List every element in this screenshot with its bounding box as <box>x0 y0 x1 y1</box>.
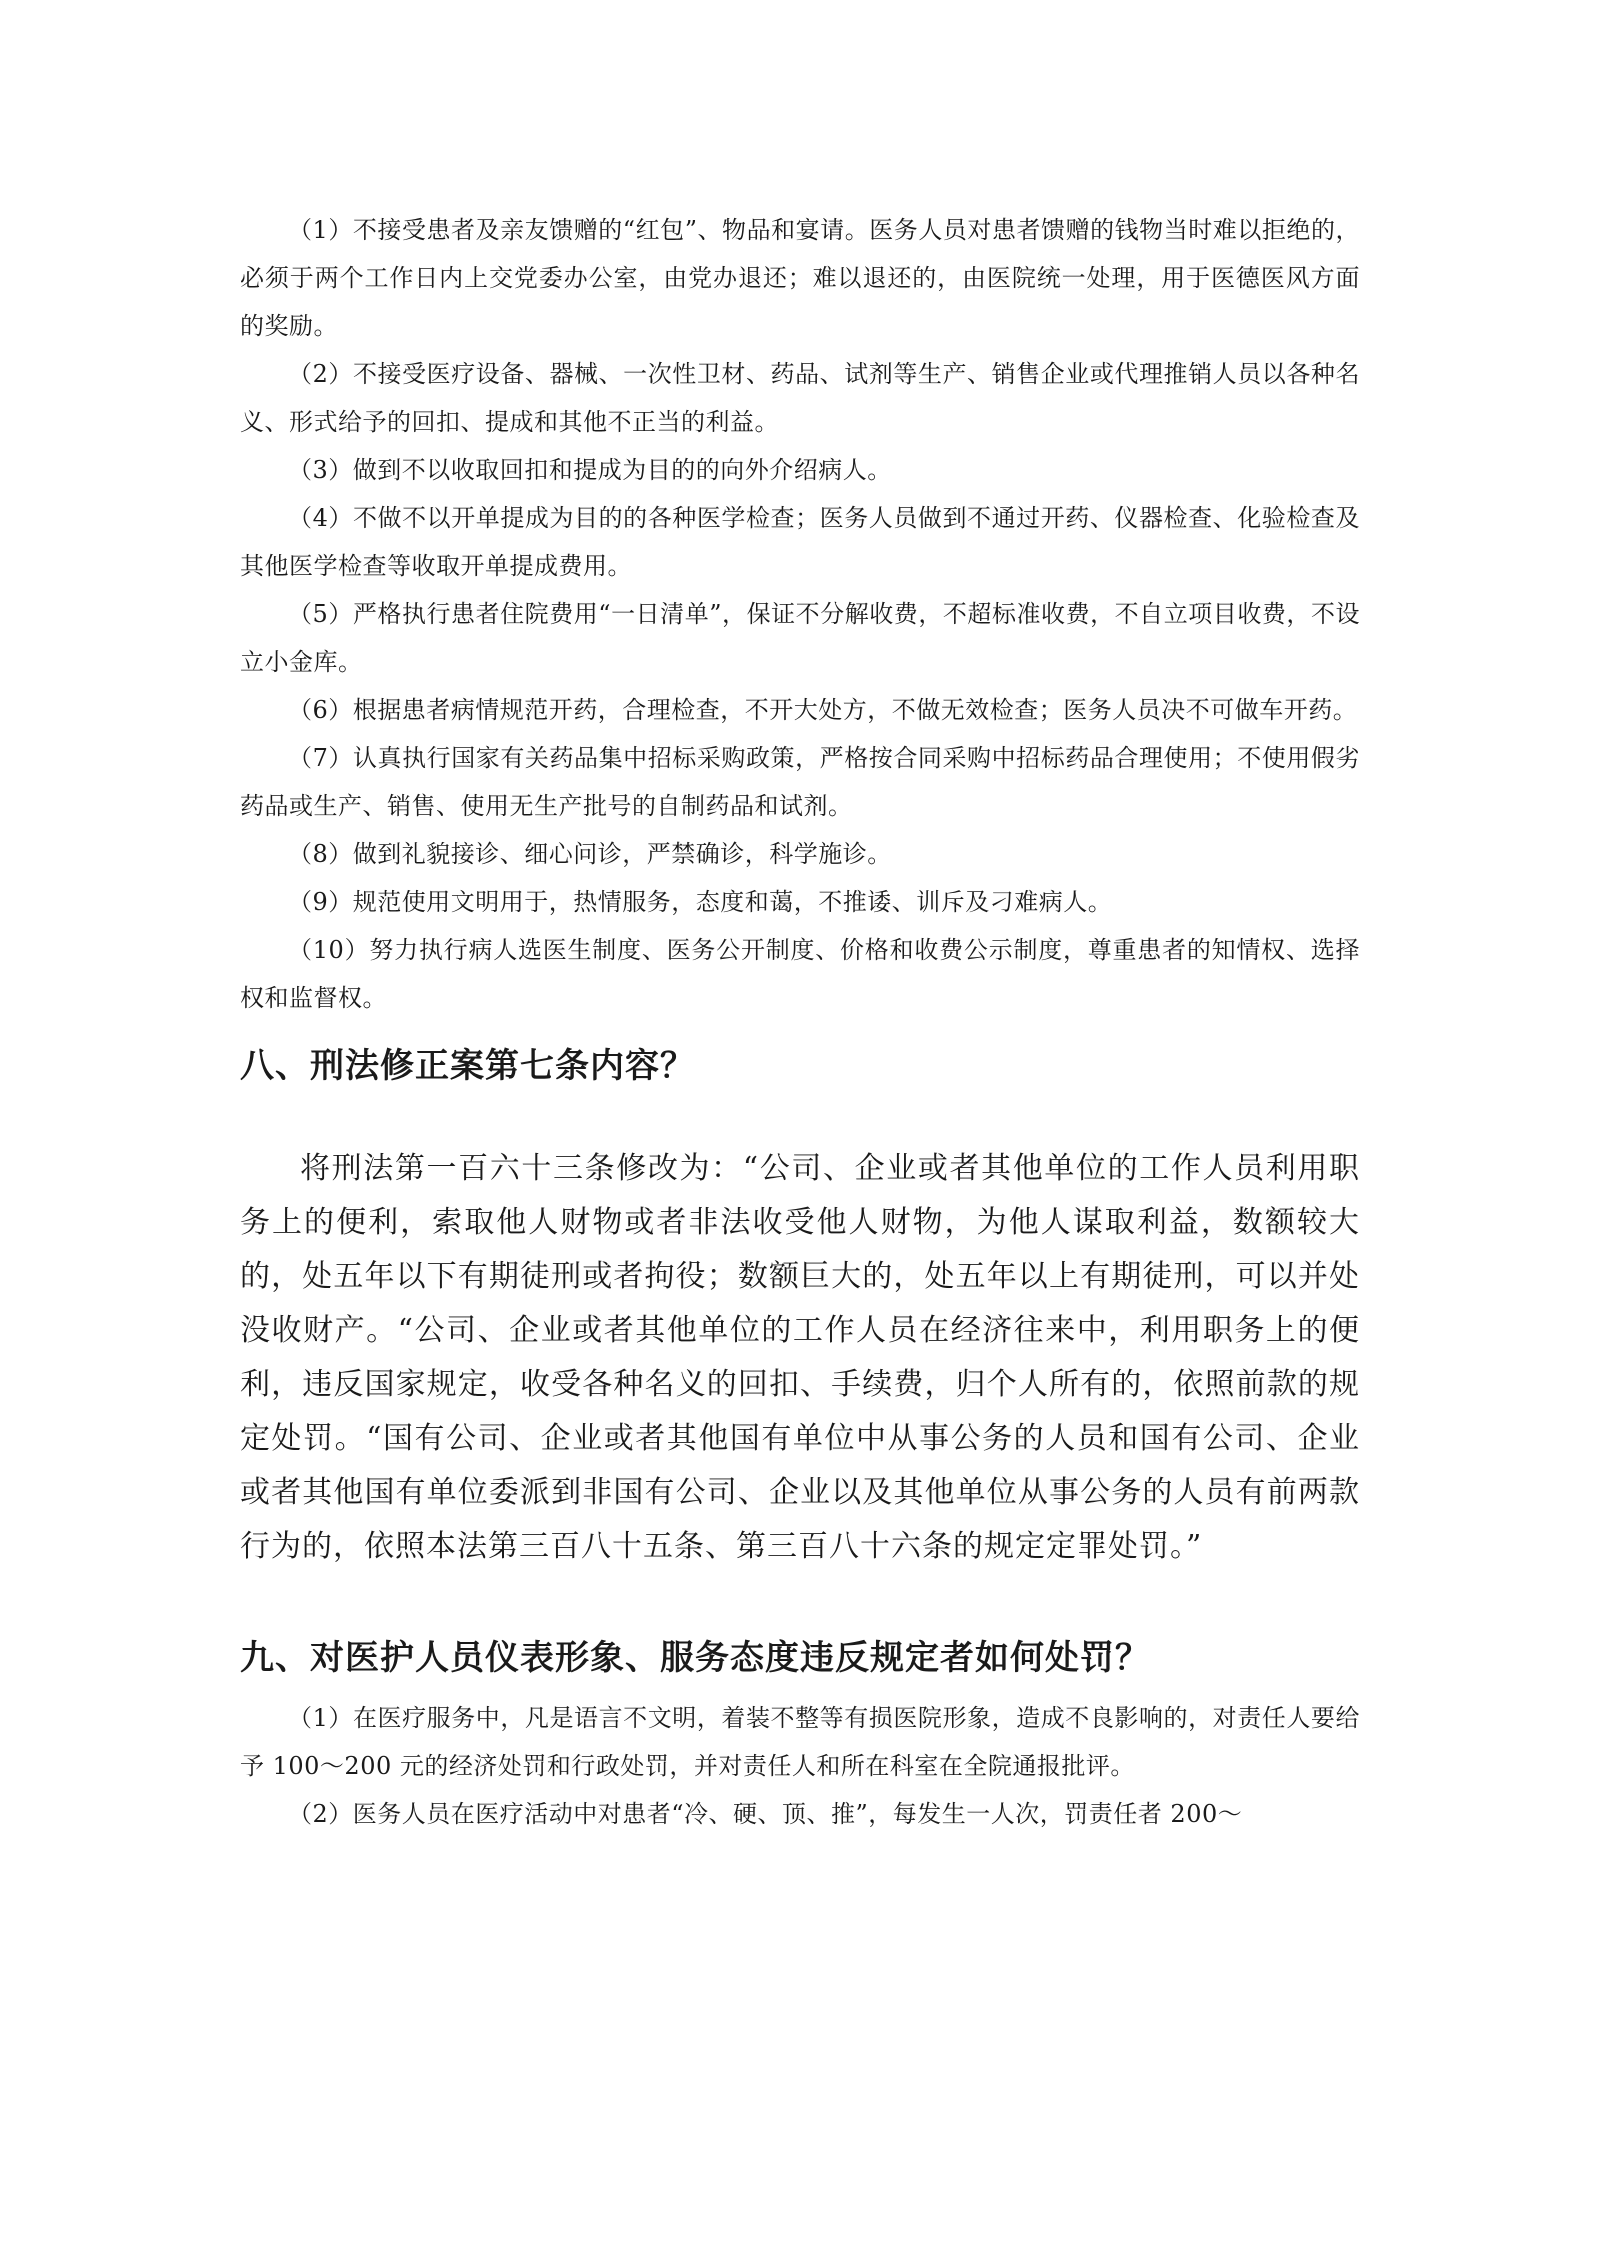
section9-list <box>240 1694 1360 1838</box>
list-item: （7）认真执行国家有关药品集中招标采购政策，严格按合同采购中招标药品合理使用；不使用假劣药品或生产、销售、使用无生产批号的自制药品和试剂。 <box>240 744 1360 820</box>
list-item: （2）医务人员在医疗活动中对患者“冷、硬、顶、推”，每发生一人次，罚责任者 200～ <box>288 1800 1243 1828</box>
list-item: （6）根据患者病情规范开药，合理检查，不开大处方，不做无效检查；医务人员决不可做车开药。 <box>288 696 1358 724</box>
section9-heading: 九、对医护人员仪表形象、服务态度违反规定者如何处罚？ <box>240 1638 1150 1678</box>
list-item: （8）做到礼貌接诊、细心问诊，严禁确诊，科学施诊。 <box>288 840 892 868</box>
section7-list <box>240 206 1360 1022</box>
list-item: （3）做到不以收取回扣和提成为目的的向外介绍病人。 <box>288 456 892 484</box>
list-item: （9）规范使用文明用于，热情服务，态度和蔼，不推诿、训斥及刁难病人。 <box>288 888 1113 916</box>
list-item: （10）努力执行病人选医生制度、医务公开制度、价格和收费公示制度，尊重患者的知情权、选择权和监督权。 <box>240 936 1360 1012</box>
list-item: （5）严格执行患者住院费用“一日清单”，保证不分解收费，不超标准收费，不自立项目收费，不设立小金库。 <box>240 600 1360 676</box>
list-item: （4）不做不以开单提成为目的的各种医学检查；医务人员做到不通过开药、仪器检查、化验检查及其他医学检查等收取开单提成费用。 <box>240 504 1360 580</box>
document-content <box>240 206 1360 1838</box>
list-item: （1）不接受患者及亲友馈赠的“红包”、物品和宴请。医务人员对患者馈赠的钱物当时难以拒绝的，必须于两个工作日内上交党委办公室，由党办退还；难以退还的，由医院统一处理，用于医德医风方面的奖励。 <box>240 216 1360 340</box>
paragraph: 将刑法第一百六十三条修改为：“公司、企业或者其他单位的工作人员利用职务上的便利，索取他人财物或者非法收受他人财物，为他人谋取利益，数额较大的，处五年以下有期徒刑或者拘役；数额巨大的，处五年以上有期徒刑，可以并处没收财产。“公司、企业或者其他单位的工作人员在经济往来中，利用职务上的便利，违反国家规定，收受各种名义的回扣、手续费，归个人所有的，依照前款的规定处罚。“国有公司、企业或者其他国有单位中从事公务的人员和国有公司、企业或者其他国有单位委派到非国有公司、企业以及其他单位从事公务的人员有前两款行为的，依照本法第三百八十五条、第三百八十六条的规定定罪处罚。” <box>240 1151 1360 1564</box>
list-item: （1）在医疗服务中，凡是语言不文明，着装不整等有损医院形象，造成不良影响的，对责任人要给予 100～200 元的经济处罚和行政处罚，并对责任人和所在科室在全院通报批评。 <box>240 1704 1360 1780</box>
section8-heading: 八、刑法修正案第七条内容？ <box>240 1046 695 1086</box>
section8-body <box>240 1142 1360 1574</box>
list-item: （2）不接受医疗设备、器械、一次性卫材、药品、试剂等生产、销售企业或代理推销人员以各种名义、形式给予的回扣、提成和其他不正当的利益。 <box>240 360 1360 436</box>
